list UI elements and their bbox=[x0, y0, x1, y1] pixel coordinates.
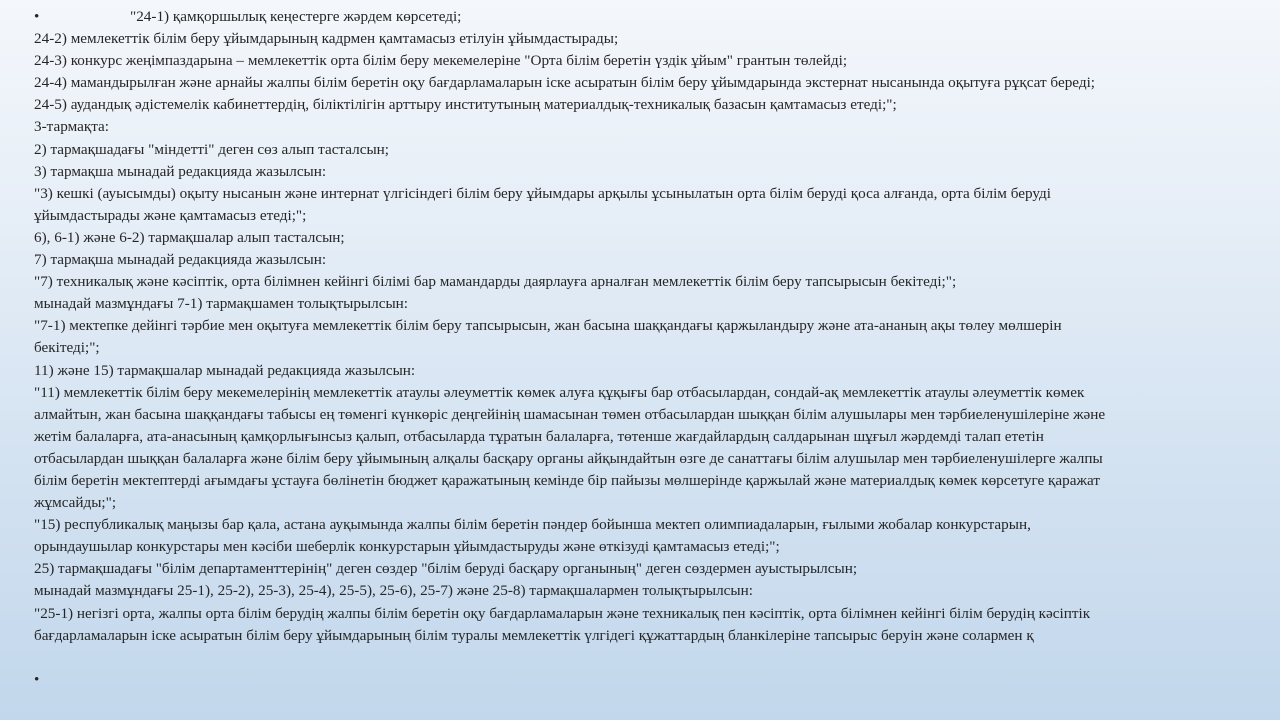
text-line: "25-1) негізгі орта, жалпы орта білім берудің жалпы білім беретін оқу бағдарламаларын және техникалық пен кәсіптік, орта білімнен кейінгі білім берудің кәсіптік bbox=[34, 604, 1091, 622]
text-line: мынадай мазмұндағы 25-1), 25-2), 25-3), 25-4), 25-5), 25-6), 25-7) және 25-8) тармақшалармен толықтырылсын: bbox=[34, 582, 753, 600]
text-line: 25) тармақшадағы "білім департаменттерінің" деген сөздер "білім беруді басқару органының" деген сөздермен ауыстырылсын; bbox=[34, 560, 858, 578]
text-line: 6), 6-1) және 6-2) тармақшалар алып тасталсын; bbox=[34, 228, 345, 246]
bullet-icon: • bbox=[34, 8, 40, 25]
text-line: жұмсайды;"; bbox=[34, 494, 117, 512]
blank-spacer bbox=[34, 647, 1264, 669]
text-line: "15) республикалық маңызы бар қала, астана ауқымында жалпы білім беретін пәндер бойынша мектеп олимпиадаларын, ғылыми жобалар конкурстарын, bbox=[34, 516, 1031, 534]
text-line: "7-1) мектепке дейінгі тәрбие мен оқытуға мемлекеттік білім беру тапсырысын, жан басына шаққандағы қаржыландыру және ата-ананың ақы төлеу мөлшерін bbox=[34, 317, 1062, 335]
text-line: орындаушылар конкурстары мен кәсіби шеберлік конкурстарын ұйымдастыруды және өткізуді қамтамасыз етеді;"; bbox=[34, 538, 780, 556]
text-line: білім беретін мектептерді ағымдағы ұстауға бөлінетін бюджет қаражатының кемінде бір пайызы мөлшерінде қаржылай және материалдық көмек көрсетуге қаражат bbox=[34, 471, 1100, 489]
empty-bullet-icon: • bbox=[34, 670, 40, 688]
text-line: 24-3) конкурс жеңімпаздарына – мемлекеттік орта білім беру мекемелеріне "Орта білім беретін үздік ұйым" грантын төлейді; bbox=[34, 52, 848, 70]
text-line: алмайтын, жан басына шаққандағы табысы ең төменгі күнкөріс деңгейінің шамасынан төмен отбасылардан шыққан білім алушылары мен тәрбиеленушілеріне және bbox=[34, 405, 1106, 423]
text-line: бағдарламаларын іске асыратын білім беру ұйымдарының білім туралы мемлекеттік үлгідегі құжаттардың бланкілеріне тапсырыс беруін және солармен қ bbox=[34, 626, 1034, 644]
text-line: ұйымдастырады және қамтамасыз етеді;"; bbox=[34, 206, 307, 224]
text-line: 24-4) мамандырылған және арнайы жалпы білім беретін оқу бағдарламаларын іске асыратын білім беру ұйымдарында экстернат нысанында оқытуға рұқсат береді; bbox=[34, 74, 1096, 92]
text-line: отбасылардан шыққан балаларға және білім беру ұйымының алқалы басқару органы айқындайтын өзге де санаттағы білім алушылар мен тәрбиеленушілерге жалпы bbox=[34, 449, 1103, 467]
text-line: 7) тармақша мынадай редакцияда жазылсын: bbox=[34, 251, 327, 269]
text-line: 2) тармақшадағы "міндетті" деген сөз алып тасталсын; bbox=[34, 140, 390, 158]
text-line: "11) мемлекеттік білім беру мекемелерінің мемлекеттік атаулы әлеуметтік көмек алуға құқығы бар отбасылардан, сондай-ақ мемлекеттік атаулы әлеуметтік көмек bbox=[34, 383, 1085, 401]
text-line: "24-1) қамқоршылық кеңестерге жәрдем көрсетеді; bbox=[130, 8, 462, 25]
text-line: 3-тармақта: bbox=[34, 118, 109, 136]
slide-text-body bbox=[34, 6, 1264, 691]
text-line: 24-2) мемлекеттік білім беру ұйымдарының кадрмен қамтамасыз етілуін ұйымдастырады; bbox=[34, 30, 619, 48]
text-line: бекітеді;"; bbox=[34, 339, 100, 357]
text-line: мынадай мазмұндағы 7-1) тармақшамен толықтырылсын: bbox=[34, 295, 409, 313]
text-line: 24-5) аудандық әдістемелік кабинеттердің, біліктілігін арттыру институтының материалдық-техникалық базасын қамтамасыз етеді;"; bbox=[34, 96, 897, 114]
text-line: "7) техникалық және кәсіптік, орта білімнен кейінгі білімі бар мамандарды даярлауға арналған мемлекеттік білім беру тапсырысын бекітеді;"; bbox=[34, 273, 957, 291]
text-line: 3) тармақша мынадай редакцияда жазылсын: bbox=[34, 162, 327, 180]
text-line: 11) және 15) тармақшалар мынадай редакцияда жазылсын: bbox=[34, 361, 416, 379]
text-line: жетім балаларға, ата-анасының қамқорлығынсыз қалып, отбасыларда тұратын балаларға, төтенше жағдайлардың салдарынан шұғыл жәрдемді талап ететін bbox=[34, 427, 1044, 445]
first-bullet-line bbox=[34, 6, 1264, 28]
text-line: "3) кешкі (ауысымды) оқыту нысанын және интернат үлгісіндегі білім беру ұйымдары арқылы ұсынылатын орта білім беруді қоса алғанда, орта білім беруді bbox=[34, 184, 1051, 202]
